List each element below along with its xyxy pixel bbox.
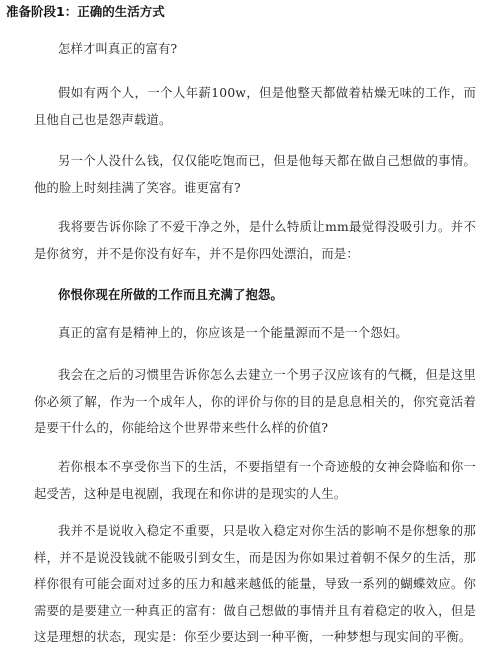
paragraph-unattractive-trait: 我将要告诉你除了不爱干净之外，是什么特质让mm最觉得没吸引力。并不是你贫穷，并不是你没有好车，并不是你四处漂泊，而是： [34, 220, 476, 261]
paragraph-person-one: 假如有两个人，一个人年薪100w，但是他整天都做着枯燥无味的工作，而且他自己也是怨声载道。 [34, 86, 476, 127]
paragraph-stable-income: 我并不是说收入稳定不重要，只是收入稳定对你生活的影响不是你想象的那样，并不是说没钱就不能吸引到女生，而是因为你如果过着朝不保夕的生活，那样你很有可能会面对过多的压力和越来越低的能量，导致一系列的蝴蝶效应。你需要的是要建立一种真正的富有：做自己想做的事情并且有着稳定的收入，但是这是理想的状态，现实是：你至少要达到一种平衡，一种梦想与现实间的平衡。 [34, 524, 476, 644]
paragraph-question: 怎样才叫真正的富有? [58, 42, 178, 56]
section-heading: 准备阶段1：正确的生活方式 [6, 4, 165, 19]
paragraph-person-two: 另一个人没什么钱，仅仅能吃饱而已，但是他每天都在做自己想做的事情。他的脸上时刻挂满了笑容。谁更富有? [34, 154, 476, 195]
paragraph-key-statement: 你恨你现在所做的工作而且充满了抱怨。 [58, 288, 283, 302]
paragraph-enjoy-life: 若你根本不享受你当下的生活，不要指望有一个奇迹般的女神会降临和你一起受苦，这种是电视剧，我现在和你讲的是现实的人生。 [34, 460, 476, 501]
paragraph-manly-spirit: 我会在之后的习惯里告诉你怎么去建立一个男子汉应该有的气概，但是这里你必须了解，作为一个成年人，你的评价与你的目的是息息相关的，你究竟活着是要干什么的，你能给这个世界带来些什么样的价值? [34, 368, 476, 435]
paragraph-true-wealth: 真正的富有是精神上的，你应该是一个能量源而不是一个怨妇。 [58, 326, 408, 340]
